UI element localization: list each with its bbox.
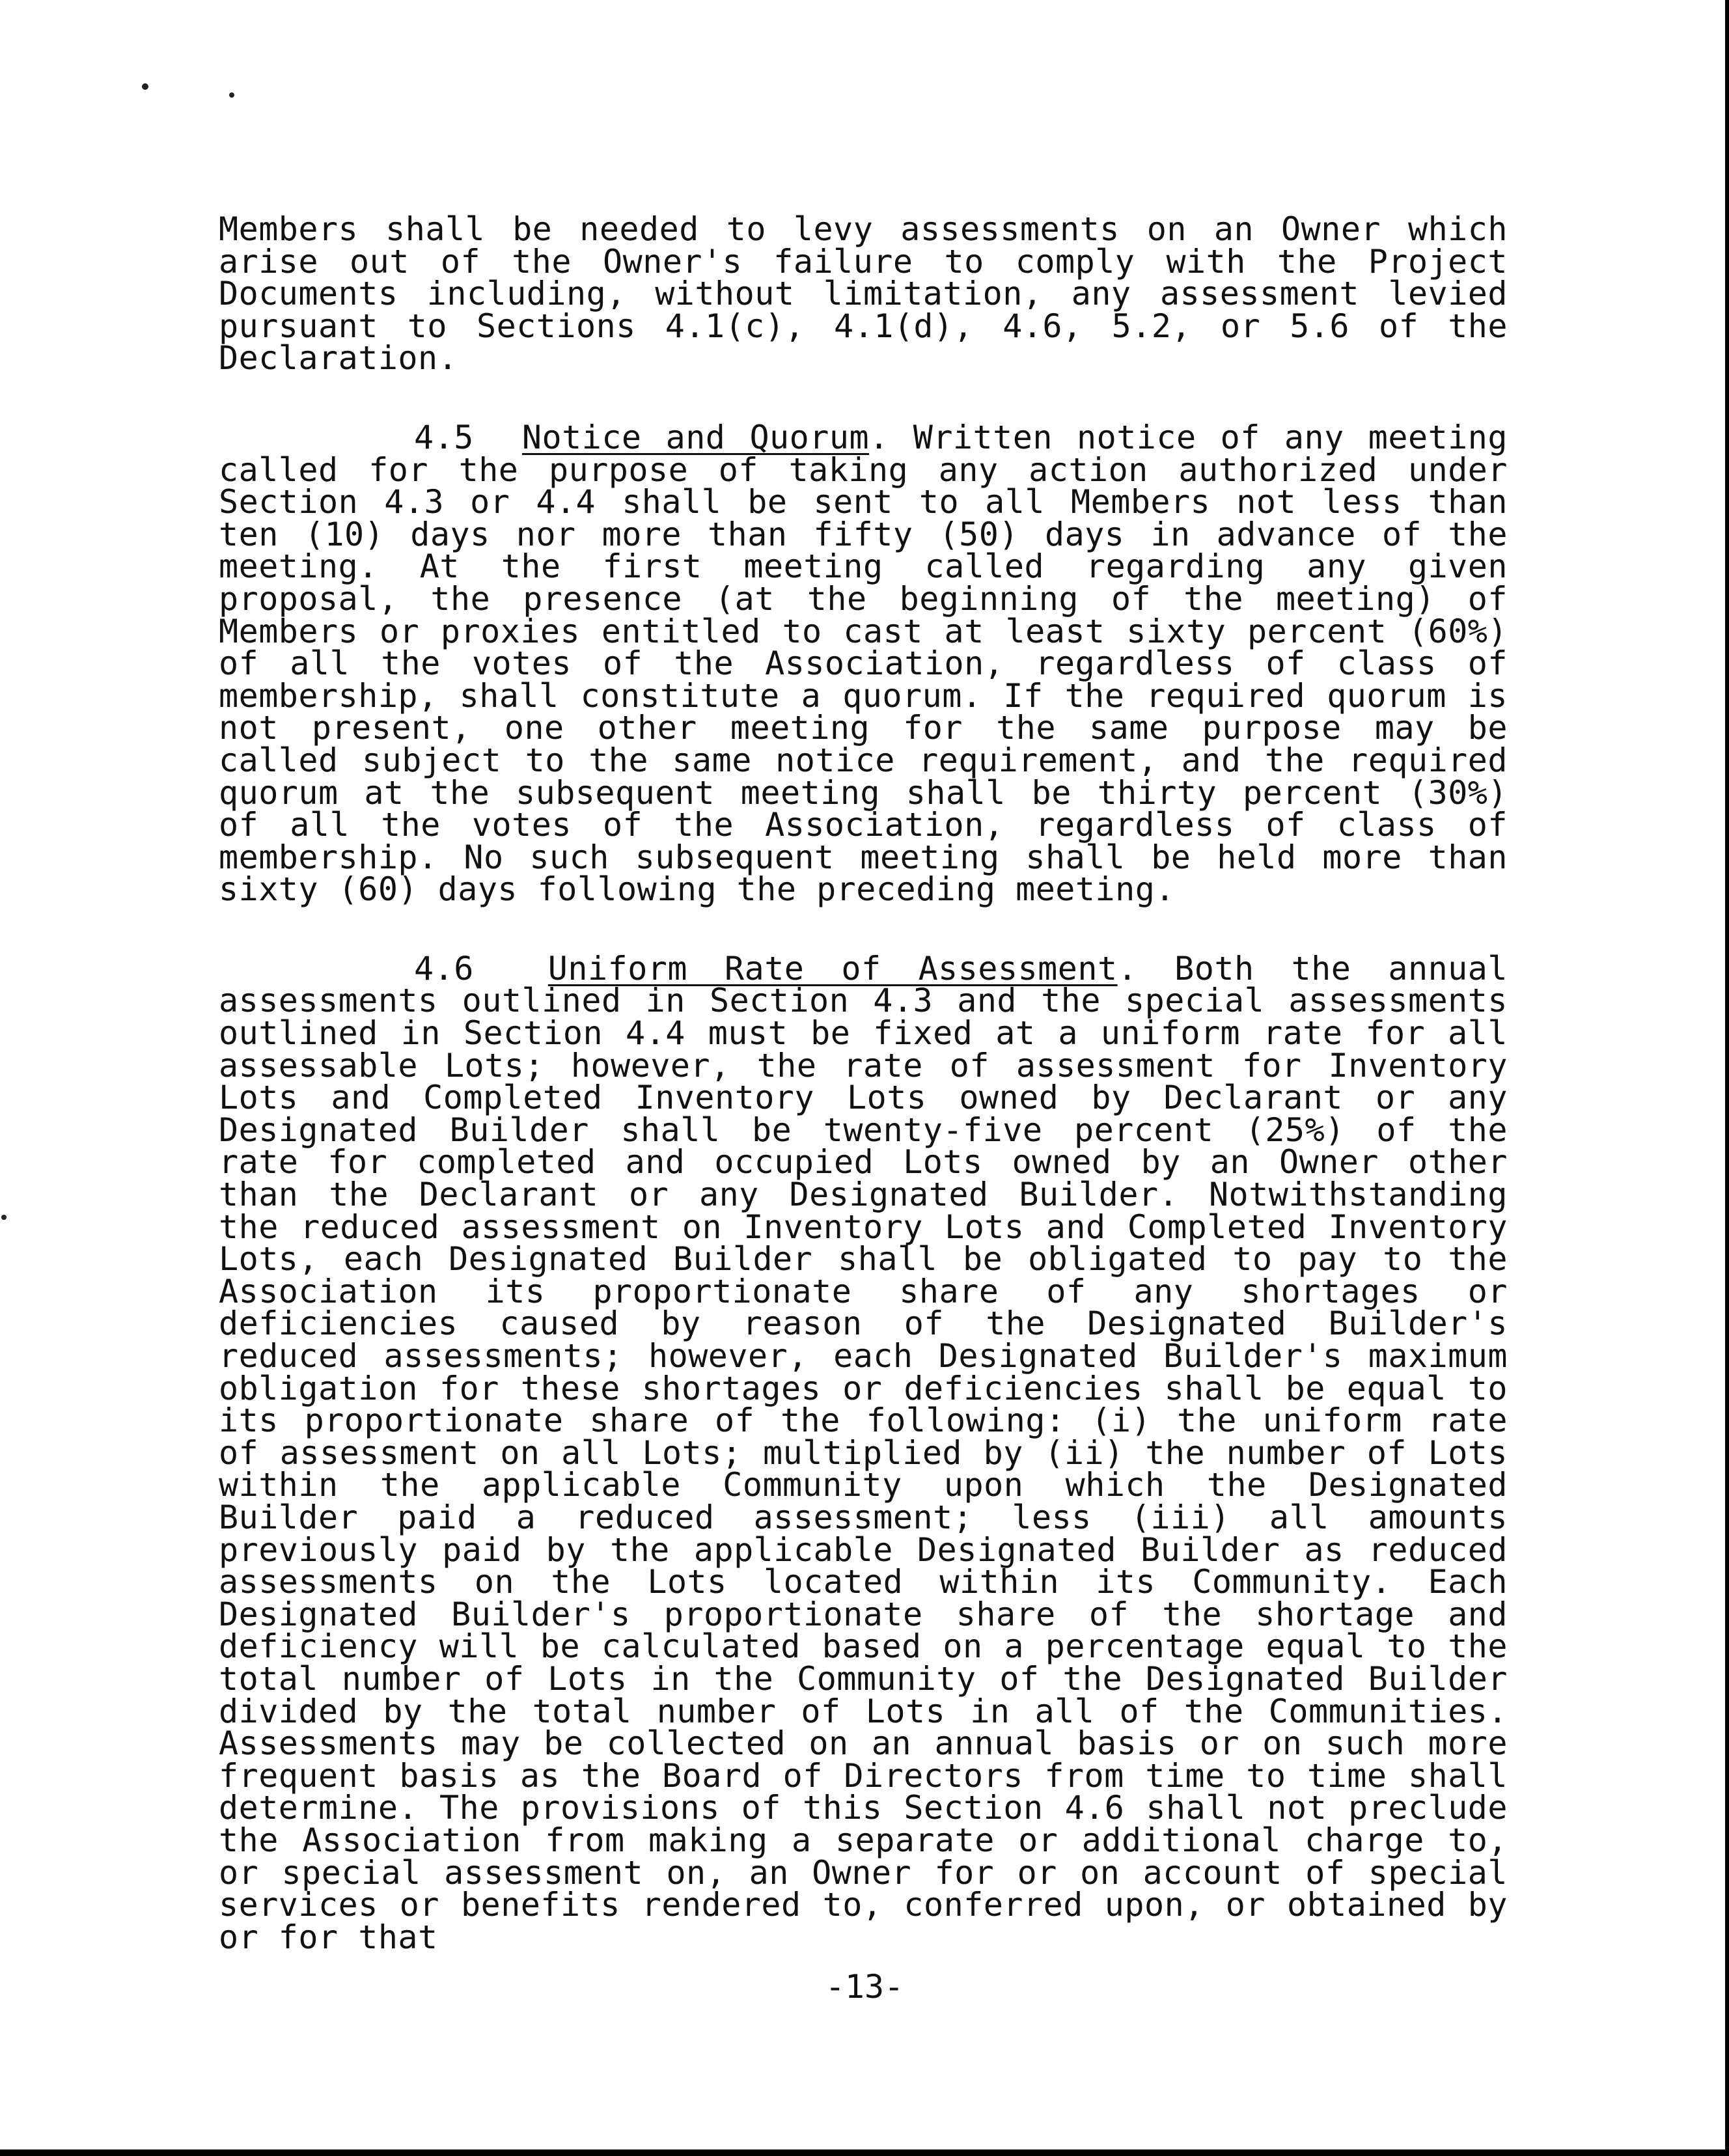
paragraph-text: Members shall be needed to levy assessments on an Owner which arise out of the Owner's failure to comply with the Project Documents including, without limitation, any assessment levied pursuant to Sections 4.1(c), 4.1(d), 4.6, 5.2, or 5.6 of the Declaration. bbox=[219, 210, 1508, 378]
scan-speck bbox=[142, 83, 148, 90]
scan-edge-bottom bbox=[0, 2149, 1729, 2156]
paragraph-text: . Both the annual assessments outlined in Section 4.3 and the special assessments outlined in Section 4.4 must be fixed at a uniform rate for all assessable Lots; however, the rate of assessment for Inventory Lots and Completed Inventory Lots owned by Declarant or any Designated Builder shall be twenty-five percent (25%) of the rate for completed and occupied Lots owned by an Owner other than the Declarant or any Designated Builder. Notwithstanding the reduced assessment on Inventory Lots and Completed Inventory Lots, each Designated Builder shall be obligated to pay to the Association its proportionate share of any shortages or deficiencies caused by reason of the Designated Builder's reduced assessments; however, each Designated Builder's maximum obligation for these shortages or deficiencies shall be equal to its proportionate share of the following: (i) the uniform rate of assessment on all Lots; multiplied by (ii) the number of Lots within the applicable Community upon which the Designated Builder paid a reduced assessment; less (iii) all amounts previously paid by the applicable Designated Builder as reduced assessments on the Lots located within its Community. Each Designated Builder's proportionate share of the shortage and deficiency will be calculated based on a percentage equal to the total number of Lots in the Community of the Designated Builder divided by the total number of Lots in all of the Communities. Assessments may be collected on an annual basis or on such more frequent basis as the Board of Directors from time to time shall determine. The provisions of this Section 4.6 shall not preclude the Association from making a separate or additional charge to, or special assessment on, an Owner for or on account of special services or benefits rendered to, conferred upon, or obtained by or for that bbox=[219, 949, 1508, 1956]
paragraph-text: . Written notice of any meeting called for the purpose of taking any action authorized under Section 4.3 or 4.4 shall be sent to all Members not less than ten (10) days nor more than fifty (50) days in advance of the meeting. At the first meeting called regarding any given proposal, the presence (at the beginning of the meeting) of Members or proxies entitled to cast at least sixty percent (60%) of all the votes of the Association, regardless of class of membership, shall constitute a quorum. If the required quorum is not present, one other meeting for the same purpose may be called subject to the same notice requirement, and the required quorum at the subsequent meeting shall be thirty percent (30%) of all the votes of the Association, regardless of class of membership. No such subsequent meeting shall be held more than sixty (60) days following the preceding meeting. bbox=[219, 418, 1508, 909]
scan-speck bbox=[229, 92, 234, 98]
page-number: -13- bbox=[825, 1968, 904, 2006]
section-number: 4.5 bbox=[414, 418, 474, 456]
section-number: 4.6 bbox=[414, 949, 474, 988]
section-4-6-paragraph bbox=[219, 949, 1508, 1956]
paragraph-continuation bbox=[219, 210, 1508, 378]
scan-speck bbox=[1, 1215, 7, 1220]
section-heading: Notice and Quorum bbox=[521, 418, 870, 456]
scan-edge-right bbox=[1725, 0, 1729, 2156]
document-page bbox=[219, 210, 1508, 1956]
section-heading: Uniform Rate of Assessment bbox=[547, 949, 1118, 988]
section-4-5-paragraph bbox=[219, 418, 1508, 909]
